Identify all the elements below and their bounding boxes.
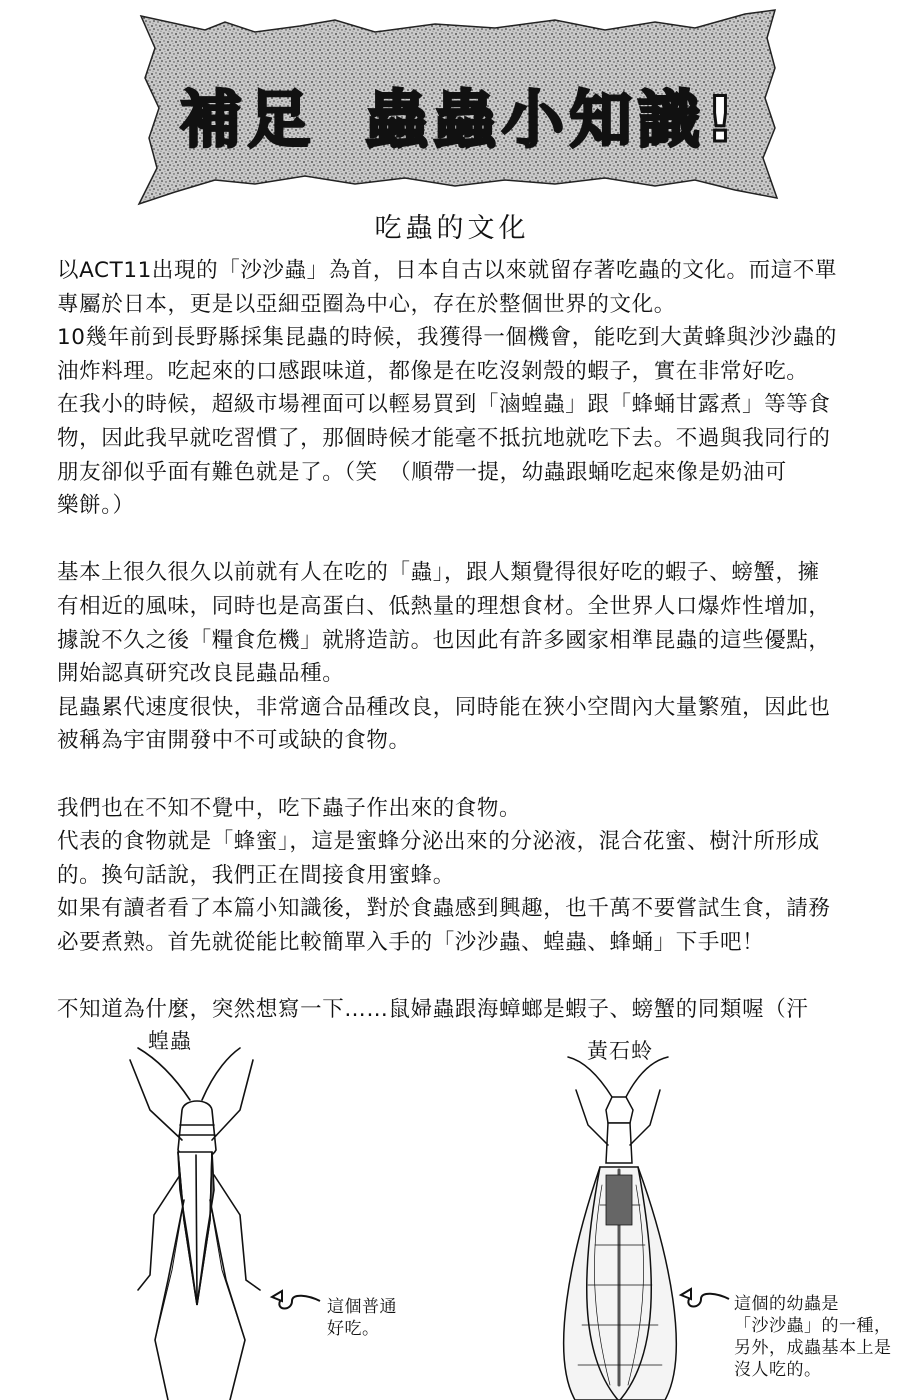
- text-line: 物，因此我早就吃習慣了，那個時候才能毫不抵抗地就吃下去。不過與我同行的: [57, 425, 831, 451]
- text-line: 有相近的風味，同時也是高蛋白、低熱量的理想食材。全世界人口爆炸性增加，: [57, 593, 831, 619]
- text-line: 10幾年前到長野縣採集昆蟲的時候，我獲得一個機會，能吃到大黃蜂與沙沙蟲的: [57, 325, 837, 351]
- caption-line: 沒人吃的。: [734, 1360, 822, 1380]
- caption-line: 這個的幼蟲是: [734, 1294, 839, 1314]
- article-body: [57, 254, 902, 1027]
- grasshopper-caption: [327, 1296, 397, 1340]
- text-line: 朋友卻似乎面有難色就是了。（笑 （順帶一提，幼蟲跟蛹吃起來像是奶油可: [57, 459, 787, 485]
- paragraph-spacer: [57, 523, 902, 557]
- caption-line: 「沙沙蟲」的一種，: [734, 1316, 892, 1336]
- title-banner: [135, 8, 785, 208]
- pointer-squiggle-icon: [268, 1285, 328, 1315]
- paragraph-spacer: [57, 959, 902, 993]
- caption-line: 好吃。: [327, 1319, 380, 1339]
- text-line: 必要煮熟。首先就從能比較簡單入手的「沙沙蟲、蝗蟲、蜂蛹」下手吧！: [57, 929, 765, 955]
- text-line: 樂餅。）: [57, 493, 135, 519]
- grasshopper-label: 蝗蟲: [148, 1029, 192, 1053]
- banner-title: [135, 70, 785, 159]
- caption-line: 這個普通: [327, 1297, 397, 1317]
- text-line: 油炸料理。吃起來的口感跟味道，都像是在吃沒剝殼的蝦子，實在非常好吃。: [57, 358, 809, 384]
- caption-line: 另外，成蟲基本上是: [734, 1338, 892, 1358]
- text-line: 開始認真研究改良昆蟲品種。: [57, 661, 345, 687]
- banner-title-left: 補足: [179, 83, 316, 156]
- grasshopper-illustration: [100, 1040, 320, 1400]
- dobsonfly-label: 黃石蛉: [587, 1039, 653, 1063]
- pointer-squiggle-icon: [677, 1283, 737, 1313]
- text-line: 不知道為什麼，突然想寫一下……鼠婦蟲跟海蟑螂是蝦子、螃蟹的同類喔（汗: [57, 997, 809, 1023]
- paragraph-spacer: [57, 758, 902, 792]
- section-subtitle: 吃蟲的文化: [374, 213, 530, 244]
- text-line: 代表的食物就是「蜂蜜」，這是蜜蜂分泌出來的分泌液，混合花蜜、樹汁所形成: [57, 829, 820, 855]
- text-line: 我們也在不知不覺中，吃下蟲子作出來的食物。: [57, 795, 522, 821]
- banner-title-right: 蟲蟲小知識!: [365, 83, 741, 156]
- text-line: 據說不久之後「糧食危機」就將造訪。也因此有許多國家相準昆蟲的這些優點，: [57, 627, 831, 653]
- text-line: 昆蟲累代速度很快，非常適合品種改良，同時能在狹小空間內大量繁殖，因此也: [57, 694, 831, 720]
- text-line: 在我小的時候，超級市場裡面可以輕易買到「滷蝗蟲」跟「蜂蛹甘露煮」等等食: [57, 392, 831, 418]
- dobsonfly-caption: [734, 1293, 892, 1381]
- text-line: 基本上很久很久以前就有人在吃的「蟲」，跟人類覺得很好吃的蝦子、螃蟹，擁: [57, 560, 820, 586]
- text-line: 被稱為宇宙開發中不可或缺的食物。: [57, 728, 411, 754]
- text-line: 專屬於日本，更是以亞細亞圈為中心，存在於整個世界的文化。: [57, 291, 676, 317]
- text-line: 如果有讀者看了本篇小知識後，對於食蟲感到興趣，也千萬不要嘗試生食，請務: [57, 896, 831, 922]
- text-line: 的。換句話說，我們正在間接食用蜜蜂。: [57, 862, 455, 888]
- dobsonfly-illustration: [540, 1055, 720, 1400]
- text-line: 以ACT11出現的「沙沙蟲」為首，日本自古以來就留存著吃蟲的文化。而這不單: [57, 258, 838, 283]
